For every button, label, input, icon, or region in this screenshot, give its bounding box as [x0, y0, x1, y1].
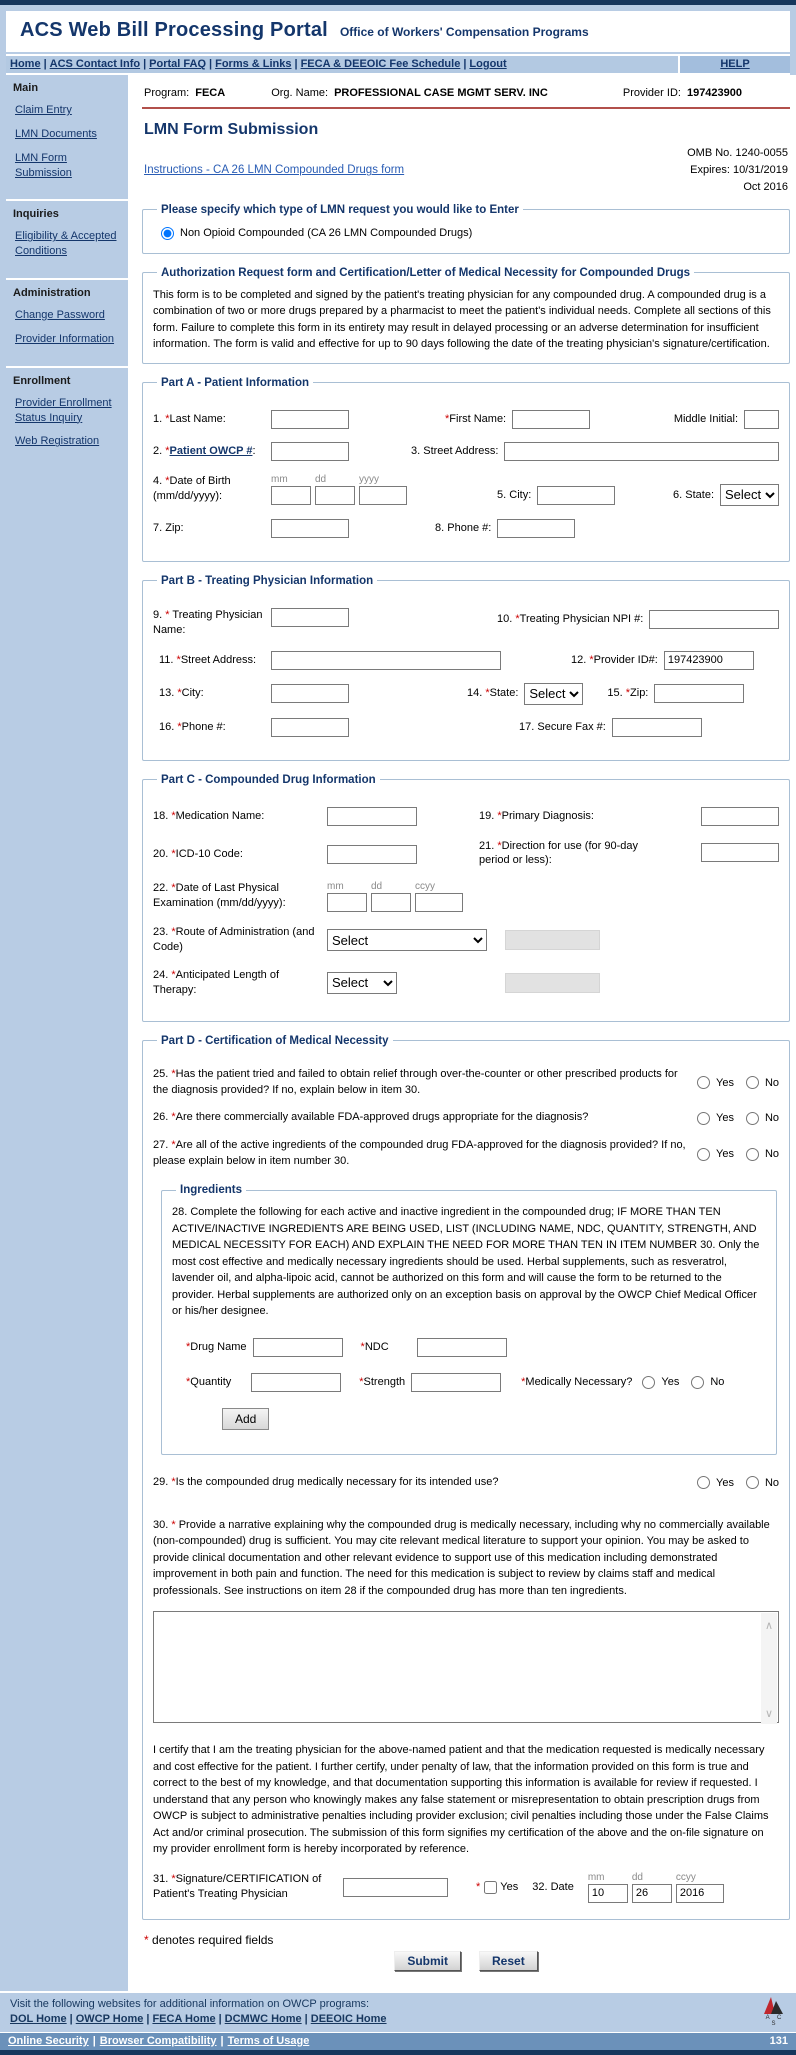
route-of-administration-select[interactable]: [327, 929, 487, 951]
signature-input[interactable]: [343, 1878, 448, 1897]
part-a-fieldset: [142, 377, 790, 562]
sidebar-group-inquiries: [6, 201, 128, 280]
meta-row: [144, 145, 788, 196]
physician-city-input[interactable]: [271, 684, 349, 703]
dob-yyyy-input[interactable]: [359, 486, 407, 505]
street-address-label: 3. Street Address:: [411, 444, 499, 457]
bottom-accent-bar: [0, 2050, 796, 2055]
reset-button[interactable]: Reset: [479, 1951, 538, 1971]
request-type-legend: Please specify which type of LMN request you would like to Enter: [161, 203, 519, 216]
exam-mm-input[interactable]: [327, 893, 367, 912]
question-26-text: 26. *Are there commercially available FDA-approved drugs appropriate for the diagnosis?: [153, 1111, 589, 1124]
ndc-input[interactable]: [417, 1338, 507, 1357]
page-number: 131: [769, 2034, 788, 2047]
ingredients-fieldset: [161, 1184, 777, 1455]
footer-link-deeoic-home[interactable]: DEEOIC Home: [310, 2012, 387, 2025]
sidebar-heading-administration: Administration: [13, 287, 91, 300]
direction-for-use-input[interactable]: [701, 843, 779, 862]
sidebar-heading-enrollment: Enrollment: [13, 374, 71, 387]
q29-no-radio[interactable]: [746, 1476, 759, 1489]
date32-dd-hint: dd: [631, 1871, 643, 1883]
physician-phone-input[interactable]: [271, 718, 349, 737]
sidebar-group-administration: [6, 280, 128, 368]
part-d-fieldset: [142, 1035, 790, 1920]
provider-id-label: Provider ID:: [622, 87, 681, 99]
program-label: Program:: [144, 87, 190, 99]
signature-confirm-label: Yes: [500, 1881, 519, 1894]
exam-dd-input[interactable]: [371, 893, 411, 912]
mednec-yes-radio[interactable]: [642, 1376, 655, 1389]
question-29-row: [153, 1475, 779, 1491]
org-name-value: PROFESSIONAL CASE MGMT SERV. INC: [334, 87, 548, 100]
help-cell: [678, 56, 790, 73]
sidebar-item-eligibility[interactable]: Eligibility & Accepted Conditions: [15, 230, 117, 258]
footer-legal-separator: |: [220, 2034, 224, 2047]
physician-city-label: 13. *City:: [159, 687, 204, 700]
signature-confirm-checkbox[interactable]: [484, 1881, 497, 1894]
nav-link-forms-links[interactable]: Forms & Links: [215, 58, 292, 70]
sidebar-item-provider-enrollment-status[interactable]: Provider Enrollment Status Inquiry: [15, 396, 112, 424]
length-of-therapy-label: 24. *Anticipated Length of Therapy:: [153, 968, 279, 996]
physician-name-label: 9. * Treating Physician Name:: [153, 608, 263, 636]
date32-mm-hint: mm: [587, 1871, 605, 1883]
footer-link-dol-home[interactable]: DOL Home: [10, 2012, 67, 2025]
omb-number: OMB No. 1240-0055: [687, 146, 789, 159]
footer-info-text: Visit the following websites for additional information on OWCP programs:: [10, 1997, 370, 2010]
scroll-up-icon[interactable]: ∧: [764, 1620, 774, 1633]
icd10-input[interactable]: [327, 845, 417, 864]
middle-initial-input[interactable]: [744, 410, 779, 429]
part-d-legend: Part D - Certification of Medical Necessity: [161, 1034, 389, 1047]
secure-fax-label: 17. Secure Fax #:: [519, 720, 606, 733]
footer-link-owcp-home[interactable]: OWCP Home: [75, 2012, 144, 2025]
medically-necessary-label: *Medically Necessary?: [521, 1375, 633, 1388]
non-opioid-compounded-label: Non Opioid Compounded (CA 26 LMN Compounded Drugs): [180, 226, 473, 239]
acs-logo-text: A C S: [765, 2014, 785, 2027]
mednec-no-radio[interactable]: [691, 1376, 704, 1389]
sidebar-heading-main: Main: [13, 82, 39, 94]
physician-state-select[interactable]: [524, 683, 583, 705]
physician-street-input[interactable]: [271, 651, 501, 670]
authorization-text: This form is to be completed and signed by the patient's treating physician for any compounded drug. A compounded drug is a combination of two or more drugs prepared by a pharmacist to meet the patient's individual needs. Complete all sections of this form. Failure to complete this form in its entirety may result in delayed processing or an adverse determination for insufficient information. The form is valid and effective for up to 90 days following the date of the treating physician's signature/certification.: [153, 288, 771, 351]
dob-yyyy-hint: yyyy: [359, 473, 379, 485]
physician-zip-label: 15. *Zip:: [607, 687, 649, 700]
exam-dd-hint: dd: [371, 881, 383, 893]
main-content: [130, 75, 796, 1991]
nav-separator: |: [463, 58, 467, 70]
phone-label: 8. Phone #:: [435, 521, 492, 534]
provider-id-value: 197423900: [686, 87, 743, 100]
q29-yes-label: Yes: [716, 1476, 734, 1489]
program-value: FECA: [195, 87, 226, 100]
q27-no-label: No: [764, 1148, 780, 1161]
app-subtitle: Office of Workers' Compensation Programs: [339, 25, 589, 39]
nav-separator: |: [209, 58, 213, 70]
date-32-label: 32. Date: [532, 1880, 574, 1893]
date32-mm-input[interactable]: [588, 1884, 628, 1903]
primary-diagnosis-input[interactable]: [701, 807, 779, 826]
non-opioid-compounded-radio[interactable]: [161, 227, 174, 240]
nav-link-logout[interactable]: Logout: [469, 58, 507, 70]
acs-logo-icon: [762, 1996, 788, 2014]
narrative-textarea[interactable]: [153, 1611, 779, 1723]
street-address-input[interactable]: [504, 442, 779, 461]
narrative-textarea-wrap: [153, 1611, 779, 1726]
direction-for-use-label: 21. *Direction for use (for 90-day period or less):: [479, 839, 638, 867]
q27-yes-radio[interactable]: [697, 1148, 710, 1161]
sidebar-group-main: [6, 75, 128, 201]
date-of-birth-group: [271, 474, 407, 505]
part-c-legend: Part C - Compounded Drug Information: [161, 773, 376, 786]
org-name-label: Org. Name:: [271, 87, 329, 99]
question-25-row: [153, 1067, 779, 1099]
footer-link-online-security[interactable]: Online Security: [8, 2034, 89, 2047]
ingredient-row-1: [172, 1338, 766, 1357]
physician-zip-input[interactable]: [654, 684, 744, 703]
middle-initial-label: Middle Initial:: [673, 412, 739, 425]
secure-fax-input[interactable]: [612, 718, 702, 737]
phone-input[interactable]: [497, 519, 575, 538]
top-nav-links: [6, 56, 678, 73]
state-label: 6. State:: [673, 488, 715, 501]
q25-yes-radio[interactable]: [697, 1076, 710, 1089]
app-title: ACS Web Bill Processing Portal: [20, 19, 328, 41]
question-27-options: [689, 1148, 779, 1161]
question-26-options: [689, 1112, 779, 1125]
omb-expires: Expires: 10/31/2019: [690, 163, 789, 176]
dob-mm-input[interactable]: [271, 486, 311, 505]
top-accent-bar: [0, 0, 796, 5]
question-25-text: 25. *Has the patient tried and failed to obtain relief through over-the-counter or other prescribed products for the diagnosis provided? If no, explain below in item 30.: [153, 1067, 678, 1096]
footer-link-browser-compatibility[interactable]: Browser Compatibility: [99, 2034, 217, 2047]
footer-separator: |: [218, 2012, 222, 2025]
page-title: LMN Form Submission: [144, 120, 319, 138]
route-of-administration-label: 23. *Route of Administration (and Code): [153, 926, 315, 954]
footer-legal-bar: [0, 2032, 796, 2050]
footer-links: [10, 2013, 786, 2025]
exam-mm-hint: mm: [327, 881, 344, 893]
item-28-text: 28. Complete the following for each active and inactive ingredient in the compounded drug; IF MORE THAN TEN ACTIVE/INACTIVE INGREDIENTS ARE BEING USED, LIST (INCLUDING NAME, NDC, QUANTITY, STRENGTH, AND MEDICAL NECESSITY FOR EACH) AND EXPLAIN THE NEED FOR MORE THAN TEN IN ITEM NUMBER 30. Only the most cost effective and medically necessary ingredients should be used. Herbal supplements, such as resveratrol, lavender oil, and alpha-lipoic acid, cannot be authorized on this form and will cause the form to be returned to the provider. Herbal supplements are authorized only on an exception basis on approval by the OWCP Chief Medical Officer or his/her designee.: [172, 1206, 760, 1318]
q29-yes-radio[interactable]: [697, 1476, 710, 1489]
ingredients-legend: Ingredients: [180, 1184, 242, 1197]
drug-name-input[interactable]: [253, 1338, 343, 1357]
provider-id-field-label: 12. *Provider ID#:: [571, 653, 658, 666]
sidebar-item-claim-entry[interactable]: Claim Entry: [15, 104, 72, 116]
question-29-text: 29. *Is the compounded drug medically necessary for its intended use?: [153, 1475, 499, 1488]
drug-name-label: *Drug Name: [186, 1340, 247, 1353]
physician-name-input[interactable]: [271, 608, 349, 627]
authorization-legend: Authorization Request form and Certification/Letter of Medical Necessity for Compounded Drugs: [161, 266, 691, 279]
exam-ccyy-hint: ccyy: [415, 881, 435, 893]
date-32-group: [588, 1872, 724, 1903]
submit-button[interactable]: Submit: [394, 1951, 461, 1971]
org-name-field: [271, 86, 548, 101]
physician-npi-input[interactable]: [649, 610, 779, 629]
route-code-readonly-box: [505, 930, 600, 950]
nav-link-portal-faq[interactable]: Portal FAQ: [149, 58, 207, 70]
q26-no-label: No: [764, 1112, 780, 1125]
sidebar: [6, 75, 130, 1991]
q26-no-radio[interactable]: [746, 1112, 759, 1125]
nav-separator: |: [43, 58, 47, 70]
length-of-therapy-select[interactable]: [327, 972, 397, 994]
nav-link-acs-contact-info[interactable]: ACS Contact Info: [49, 58, 141, 70]
question-27-row: [153, 1138, 779, 1170]
signature-row: [153, 1872, 779, 1903]
footer-info-band: [0, 1991, 796, 2032]
first-name-input[interactable]: [512, 410, 590, 429]
add-ingredient-button[interactable]: Add: [222, 1408, 269, 1430]
last-exam-date-label: 22. *Date of Last Physical Examination (mm/dd/yyyy):: [153, 882, 286, 910]
question-27-text: 27. *Are all of the active ingredients of the compounded drug FDA-approved for the diagnosis provided? If no, please explain below in item number 30.: [153, 1139, 686, 1168]
ingredient-row-2: [172, 1373, 766, 1392]
ndc-label: *NDC: [360, 1340, 389, 1353]
sidebar-item-lmn-documents[interactable]: LMN Documents: [15, 127, 97, 140]
part-a-legend: Part A - Patient Information: [161, 376, 310, 389]
footer-separator: |: [304, 2012, 308, 2025]
physician-street-label: 11. *Street Address:: [159, 653, 257, 666]
zip-input[interactable]: [271, 519, 349, 538]
last-exam-date-group: [327, 881, 463, 912]
date32-ccyy-hint: ccyy: [675, 1871, 696, 1883]
nav-separator: |: [143, 58, 147, 70]
question-25-options: [689, 1076, 779, 1089]
acs-logo: [762, 1996, 788, 2027]
sidebar-item-web-registration[interactable]: Web Registration: [15, 435, 100, 448]
medication-name-input[interactable]: [327, 807, 417, 826]
therapy-readonly-box: [505, 973, 600, 993]
footer-separator: |: [146, 2012, 150, 2025]
top-nav: [6, 54, 790, 75]
exam-ccyy-input[interactable]: [415, 893, 463, 912]
mednec-no-label: No: [710, 1376, 725, 1389]
q26-yes-label: Yes: [716, 1112, 734, 1125]
patient-owcp-input[interactable]: [271, 442, 349, 461]
program-field: [144, 86, 225, 101]
q25-no-radio[interactable]: [746, 1076, 759, 1089]
mednec-yes-label: Yes: [661, 1376, 680, 1389]
date-of-birth-label: 4. *Date of Birth (mm/dd/yyyy):: [153, 474, 231, 502]
required-fields-note: * denotes required fields: [144, 1932, 274, 1947]
sidebar-item-lmn-form-submission[interactable]: LMN Form Submission: [15, 151, 72, 179]
question-26-row: [153, 1110, 779, 1126]
strength-label: *Strength: [359, 1375, 406, 1388]
icd10-label: 20. *ICD-10 Code:: [153, 847, 243, 860]
nav-separator: |: [294, 58, 298, 70]
provider-id-input[interactable]: [664, 651, 754, 670]
signature-confirm-group: [476, 1881, 518, 1894]
date32-dd-input[interactable]: [632, 1884, 672, 1903]
primary-diagnosis-label: 19. *Primary Diagnosis:: [479, 809, 594, 822]
physician-state-label: 14. *State:: [467, 687, 519, 700]
sidebar-item-change-password[interactable]: Change Password: [15, 309, 105, 322]
medication-name-label: 18. *Medication Name:: [153, 809, 265, 822]
quantity-label: *Quantity: [186, 1375, 232, 1388]
footer-legal-separator: |: [92, 2034, 96, 2047]
first-name-label: *First Name:: [445, 412, 507, 425]
main-layout: [6, 75, 790, 1991]
last-name-input[interactable]: [271, 410, 349, 429]
certification-text: I certify that I am the treating physician for the above-named patient and that the medication requested is medically necessary and cost effective for the patient. I further certify, under penalty of law, that the information provided on this form is true and correct to the best of my knowledge, and that documentation supporting this information is available for review if requested. I understand that any person who knowingly makes any false statement or misrepresentation to obtain prescription drugs from OWCP is subject to administrative penalties including provider exclusion; civil penalties including those under the False Claims Act and/or criminal prosecution. The submission of this form signifies my certification of the above and the on-file signature on my provider enrollment form is hereby incorporated by reference.: [153, 1744, 769, 1856]
provider-id-field: [623, 86, 742, 101]
part-c-fieldset: [142, 774, 790, 1022]
footer-link-dcmwc-home[interactable]: DCMWC Home: [224, 2012, 302, 2025]
nav-link-home[interactable]: Home: [10, 58, 41, 70]
dob-dd-input[interactable]: [315, 486, 355, 505]
request-type-fieldset: [142, 204, 790, 254]
q25-yes-label: Yes: [716, 1076, 734, 1089]
omb-block: [687, 145, 788, 196]
part-b-legend: Part B - Treating Physician Information: [161, 574, 374, 587]
zip-label: 7. Zip:: [153, 521, 184, 534]
question-29-options: [689, 1476, 779, 1489]
physician-phone-label: 16. *Phone #:: [159, 720, 226, 733]
q27-no-radio[interactable]: [746, 1148, 759, 1161]
help-link[interactable]: HELP: [720, 58, 750, 70]
city-input[interactable]: [537, 486, 615, 505]
instructions-link[interactable]: Instructions - CA 26 LMN Compounded Drugs form: [144, 164, 405, 177]
signature-confirm-star: *: [476, 1881, 481, 1894]
q26-yes-radio[interactable]: [697, 1112, 710, 1125]
form-actions: [142, 1951, 790, 1971]
strength-input[interactable]: [411, 1373, 501, 1392]
nav-link-fee-schedule[interactable]: FECA & DEEOIC Fee Schedule: [300, 58, 461, 70]
physician-npi-label: 10. *Treating Physician NPI #:: [497, 612, 644, 625]
signature-label: 31. *Signature/CERTIFICATION of Patient's Treating Physician: [153, 1872, 322, 1901]
dob-dd-hint: dd: [315, 473, 327, 485]
dob-mm-hint: mm: [271, 473, 288, 485]
last-name-label: 1. *Last Name:: [153, 412, 226, 425]
patient-owcp-link[interactable]: Patient OWCP #: [169, 444, 253, 457]
footer-link-terms-of-usage[interactable]: Terms of Usage: [227, 2034, 310, 2047]
program-bar: [142, 81, 790, 109]
footer-link-feca-home[interactable]: FECA Home: [152, 2012, 216, 2025]
date32-ccyy-input[interactable]: [676, 1884, 724, 1903]
q25-no-label: No: [764, 1076, 780, 1089]
authorization-fieldset: [142, 267, 790, 364]
patient-owcp-label: 2. *Patient OWCP #:: [153, 444, 256, 457]
sidebar-group-enrollment: [6, 368, 128, 469]
q27-yes-label: Yes: [716, 1148, 734, 1161]
item-30-text: 30. * Provide a narrative explaining why the compounded drug is medically necessary, including why no commercially available (non-compounded) drug is sufficient. You may cite relevant medical literature to support your opinion. You may be asked to provide clinical documentation and other relevant evidence to support use of this medication including demonstrated improvement in both pain and function. The need for this medication is subject to review by claims staff and medical professionals. See instructions on item 28 if the compounded drug has more than ten ingredients.: [153, 1518, 770, 1597]
scroll-down-icon[interactable]: ∨: [764, 1708, 774, 1721]
form-revision-date: Oct 2016: [743, 180, 789, 193]
quantity-input[interactable]: [251, 1373, 341, 1392]
footer-separator: |: [69, 2012, 73, 2025]
sidebar-heading-inquiries: Inquiries: [13, 208, 59, 221]
part-b-fieldset: [142, 575, 790, 761]
sidebar-item-provider-information[interactable]: Provider Information: [15, 332, 115, 345]
medically-necessary-options: [642, 1376, 724, 1389]
q29-no-label: No: [764, 1476, 780, 1489]
state-select[interactable]: [720, 484, 779, 506]
city-label: 5. City:: [497, 488, 532, 501]
app-header: [6, 11, 790, 52]
